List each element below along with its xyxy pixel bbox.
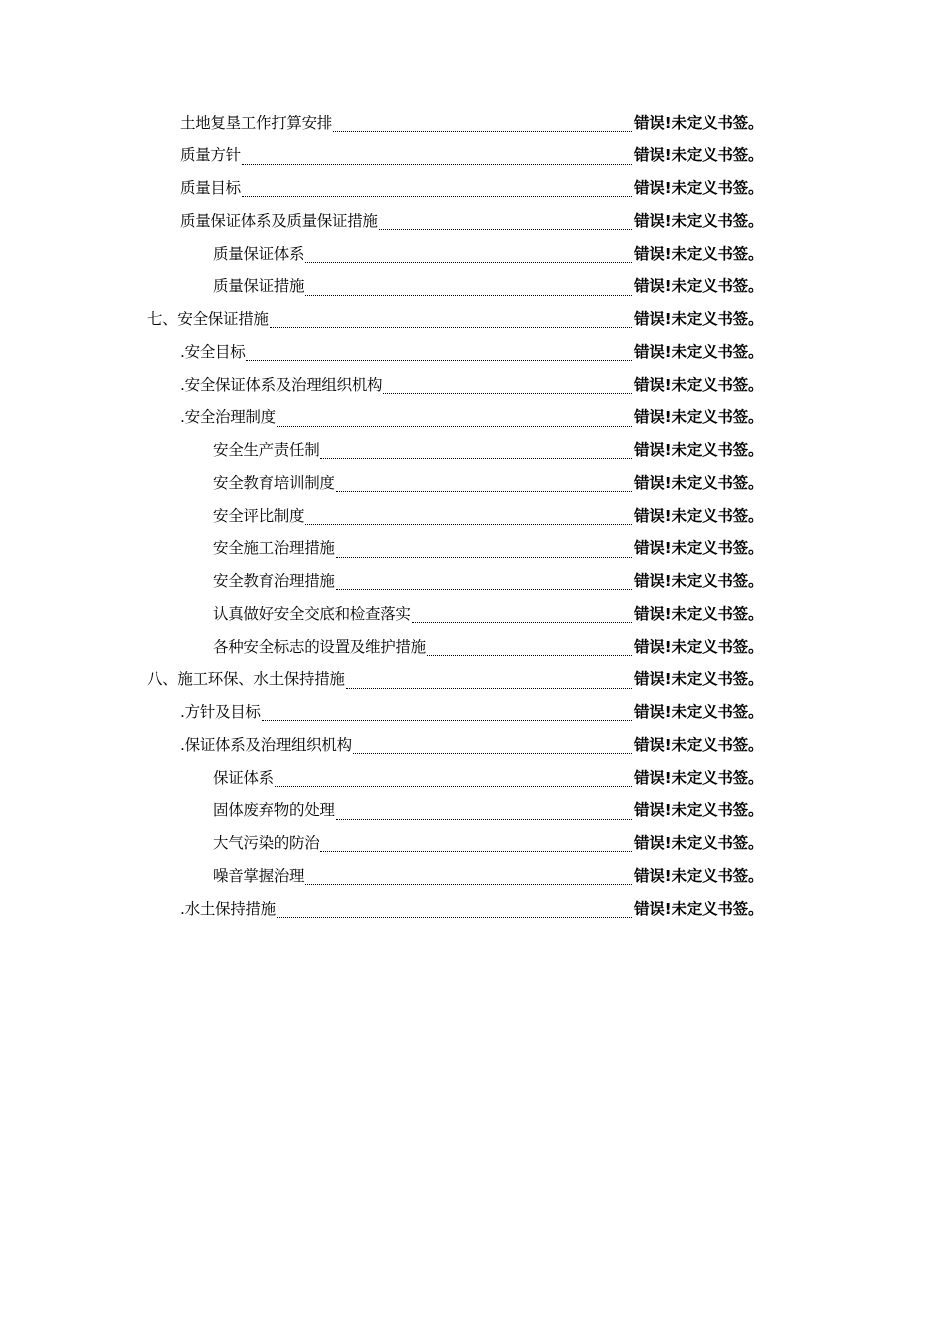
toc-dot-leader — [242, 182, 632, 197]
toc-entry-title: 认真做好安全交底和检查落实 — [213, 604, 411, 623]
toc-entry-title: 保证体系 — [213, 768, 274, 787]
toc-entry[interactable] — [0, 304, 950, 337]
toc-entry-title: 质量保证措施 — [213, 277, 305, 296]
toc-entry-title: .方针及目标 — [180, 703, 261, 722]
toc-entry[interactable] — [0, 271, 950, 304]
toc-entry-page-ref: 错误!未定义书签。 — [634, 244, 764, 263]
toc-entry-page-ref: 错误!未定义书签。 — [634, 277, 764, 296]
toc-dot-leader — [333, 117, 632, 132]
toc-entry-page-ref: 错误!未定义书签。 — [634, 866, 764, 885]
toc-entry[interactable] — [0, 893, 950, 926]
toc-dot-leader — [270, 313, 632, 328]
toc-entry-title: 质量保证体系 — [213, 244, 305, 263]
toc-entry[interactable] — [0, 500, 950, 533]
toc-entry-page-ref: 错误!未定义书签。 — [634, 441, 764, 460]
toc-entry[interactable] — [0, 729, 950, 762]
toc-entry-title: 各种安全标志的设置及维护措施 — [213, 637, 426, 656]
toc-entry-title: 质量保证体系及质量保证措施 — [180, 211, 378, 230]
toc-entry-title: 噪音掌握治理 — [213, 866, 305, 885]
toc-dot-leader — [412, 608, 632, 623]
toc-entry-title: .保证体系及治理组织机构 — [180, 735, 352, 754]
toc-dot-leader — [320, 444, 632, 459]
toc-dot-leader — [427, 641, 632, 656]
toc-dot-leader — [379, 215, 632, 230]
toc-dot-leader — [277, 903, 632, 918]
toc-dot-leader — [305, 281, 632, 296]
toc-dot-leader — [305, 248, 632, 263]
toc-entry[interactable] — [0, 467, 950, 500]
toc-dot-leader — [336, 543, 632, 558]
toc-entry[interactable] — [0, 860, 950, 893]
toc-dot-leader — [336, 575, 632, 590]
toc-entry-title: .安全保证体系及治理组织机构 — [180, 375, 383, 394]
toc-entry-page-ref: 错误!未定义书签。 — [634, 310, 764, 329]
toc-dot-leader — [242, 150, 632, 165]
toc-entry[interactable] — [0, 173, 950, 206]
table-of-contents — [0, 107, 950, 926]
toc-entry-title: 固体废弃物的处理 — [213, 801, 335, 820]
toc-dot-leader — [305, 870, 632, 885]
toc-entry[interactable] — [0, 107, 950, 140]
toc-entry[interactable] — [0, 828, 950, 861]
toc-entry[interactable] — [0, 205, 950, 238]
toc-entry-page-ref: 错误!未定义书签。 — [634, 768, 764, 787]
toc-dot-leader — [336, 805, 632, 820]
toc-entry-page-ref: 错误!未定义书签。 — [634, 375, 764, 394]
toc-entry[interactable] — [0, 336, 950, 369]
toc-dot-leader — [275, 772, 632, 787]
toc-entry[interactable] — [0, 795, 950, 828]
toc-entry-page-ref: 错误!未定义书签。 — [634, 473, 764, 492]
toc-entry-page-ref: 错误!未定义书签。 — [634, 703, 764, 722]
toc-entry[interactable] — [0, 238, 950, 271]
toc-entry-title: 安全教育培训制度 — [213, 473, 335, 492]
toc-entry-page-ref: 错误!未定义书签。 — [634, 834, 764, 853]
toc-entry-page-ref: 错误!未定义书签。 — [634, 637, 764, 656]
toc-dot-leader — [336, 477, 632, 492]
toc-entry-title: 质量方针 — [180, 146, 241, 165]
toc-entry[interactable] — [0, 762, 950, 795]
toc-entry-page-ref: 错误!未定义书签。 — [634, 604, 764, 623]
toc-dot-leader — [262, 706, 632, 721]
toc-entry-title: 安全教育治理措施 — [213, 572, 335, 591]
toc-entry-title: 安全评比制度 — [213, 506, 305, 525]
toc-entry[interactable] — [0, 402, 950, 435]
toc-entry-page-ref: 错误!未定义书签。 — [634, 735, 764, 754]
toc-entry-title: 土地复垦工作打算安排 — [180, 113, 333, 132]
toc-entry-page-ref: 错误!未定义书签。 — [634, 899, 764, 918]
toc-dot-leader — [320, 837, 632, 852]
toc-entry-page-ref: 错误!未定义书签。 — [634, 113, 764, 132]
toc-entry-page-ref: 错误!未定义书签。 — [634, 572, 764, 591]
toc-entry-page-ref: 错误!未定义书签。 — [634, 801, 764, 820]
toc-entry-title: .安全目标 — [180, 342, 246, 361]
toc-entry-title: 八、施工环保、水土保持措施 — [147, 670, 345, 689]
toc-entry[interactable] — [0, 697, 950, 730]
toc-entry-title: 安全生产责任制 — [213, 441, 320, 460]
toc-entry-title: 七、安全保证措施 — [147, 310, 269, 329]
toc-dot-leader — [305, 510, 632, 525]
toc-entry-title: .安全治理制度 — [180, 408, 276, 427]
toc-dot-leader — [383, 379, 632, 394]
toc-entry-page-ref: 错误!未定义书签。 — [634, 342, 764, 361]
toc-entry-page-ref: 错误!未定义书签。 — [634, 211, 764, 230]
toc-entry-page-ref: 错误!未定义书签。 — [634, 408, 764, 427]
toc-entry[interactable] — [0, 566, 950, 599]
toc-dot-leader — [246, 346, 632, 361]
toc-entry[interactable] — [0, 631, 950, 664]
toc-entry[interactable] — [0, 369, 950, 402]
toc-entry-page-ref: 错误!未定义书签。 — [634, 146, 764, 165]
toc-entry-page-ref: 错误!未定义书签。 — [634, 506, 764, 525]
toc-dot-leader — [353, 739, 632, 754]
toc-entry-page-ref: 错误!未定义书签。 — [634, 539, 764, 558]
toc-entry-page-ref: 错误!未定义书签。 — [634, 670, 764, 689]
toc-entry-title: 质量目标 — [180, 179, 241, 198]
toc-entry[interactable] — [0, 533, 950, 566]
toc-dot-leader — [346, 674, 632, 689]
toc-entry-title: 安全施工治理措施 — [213, 539, 335, 558]
toc-entry[interactable] — [0, 435, 950, 468]
toc-entry-page-ref: 错误!未定义书签。 — [634, 179, 764, 198]
toc-entry[interactable] — [0, 598, 950, 631]
toc-dot-leader — [277, 412, 632, 427]
toc-entry-title: 大气污染的防治 — [213, 834, 320, 853]
toc-entry[interactable] — [0, 140, 950, 173]
toc-entry-title: .水土保持措施 — [180, 899, 276, 918]
toc-entry[interactable] — [0, 664, 950, 697]
